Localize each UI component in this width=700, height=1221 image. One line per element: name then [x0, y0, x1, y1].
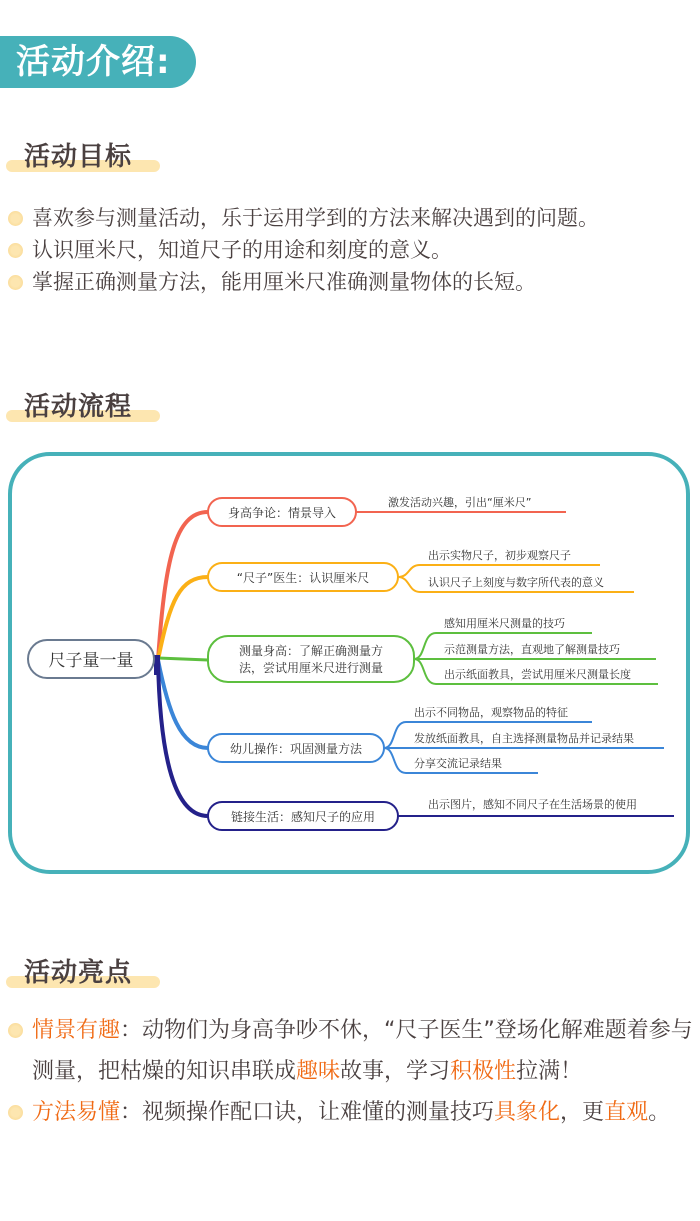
- highlight-text: ：视频操作配口诀，让难懂的测量技巧: [120, 1100, 495, 1125]
- svg-text:认识尺子上刻度与数字所代表的意义: 认识尺子上刻度与数字所代表的意义: [428, 576, 604, 589]
- highlight-text: 拉满！: [516, 1059, 583, 1084]
- svg-text:出示图片，感知不同尺子在生活场景的使用: 出示图片，感知不同尺子在生活场景的使用: [428, 798, 637, 811]
- highlight-keyword: 直观: [604, 1100, 649, 1125]
- mindmap-branch: [208, 616, 658, 684]
- svg-text:激发活动兴趣，引出“厘米尺”: 激发活动兴趣，引出“厘米尺”: [388, 496, 532, 509]
- svg-text:分享交流记录结果: 分享交流记录结果: [414, 757, 502, 770]
- svg-text:示范测量方法，直观地了解测量技巧: 示范测量方法，直观地了解测量技巧: [444, 643, 620, 656]
- highlights-title: 活动亮点: [24, 958, 133, 988]
- svg-text:出示实物尺子，初步观察尺子: 出示实物尺子，初步观察尺子: [428, 549, 571, 562]
- svg-text:身高争论：情景导入: 身高争论：情景导入: [227, 506, 337, 520]
- highlight-keyword: 积极性: [450, 1059, 517, 1084]
- svg-text:发放纸面教具，自主选择测量物品并记录结果: 发放纸面教具，自主选择测量物品并记录结果: [414, 732, 634, 745]
- svg-text:出示纸面教具，尝试用厘米尺测量长度: 出示纸面教具，尝试用厘米尺测量长度: [444, 668, 631, 681]
- mindmap-branch: [208, 797, 674, 830]
- mindmap-branch: [208, 705, 664, 773]
- highlights-list: [6, 1010, 696, 1133]
- svg-text:出示不同物品，观察物品的特征: 出示不同物品，观察物品的特征: [414, 706, 568, 719]
- highlight-keyword: 情景有趣: [32, 1018, 121, 1043]
- goal-text: 认识厘米尺，知道尺子的用途和刻度的意义。: [32, 238, 452, 262]
- goal-text: 掌握正确测量方法，能用厘米尺准确测量物体的长短。: [32, 270, 536, 294]
- svg-text:尺子量一量: 尺子量一量: [48, 651, 134, 671]
- highlight-text: 。: [648, 1100, 671, 1125]
- process-title: 活动流程: [24, 392, 133, 422]
- svg-text:链接生活：感知尺子的应用: 链接生活：感知尺子的应用: [230, 810, 376, 824]
- section-banner: 活动介绍:: [0, 36, 196, 88]
- svg-text:“尺子”医生：认识厘米尺: “尺子”医生：认识厘米尺: [236, 571, 370, 585]
- mindmap-branch: [208, 495, 566, 526]
- bullet-dot-icon: [8, 1023, 23, 1038]
- svg-text:测量身高：了解正确测量方: 测量身高：了解正确测量方: [238, 644, 384, 658]
- highlight-item: [6, 1092, 696, 1133]
- highlight-keyword: 方法易懂: [32, 1100, 121, 1125]
- bullet-dot-icon: [8, 1105, 23, 1120]
- goals-title: 活动目标: [24, 142, 133, 172]
- mindmap-root: [28, 640, 154, 678]
- mindmap-branch: [208, 548, 634, 592]
- highlight-text: ，更: [560, 1100, 605, 1125]
- highlight-item: [6, 1010, 696, 1092]
- svg-text:法，尝试用厘米尺进行测量: 法，尝试用厘米尺进行测量: [238, 661, 384, 675]
- svg-text:幼儿操作：巩固测量方法: 幼儿操作：巩固测量方法: [229, 742, 363, 756]
- highlight-text: 故事，学习: [340, 1059, 451, 1084]
- highlight-text: ：动物们为身高争吵不休，“尺子医生”登场化解难题着参与测量，把枯燥的知识串联成: [32, 1018, 693, 1084]
- highlight-keyword: 趣味: [296, 1059, 341, 1084]
- svg-text:感知用厘米尺测量的技巧: 感知用厘米尺测量的技巧: [444, 617, 565, 630]
- goal-text: 喜欢参与测量活动，乐于运用学到的方法来解决遇到的问题。: [32, 206, 599, 230]
- highlight-keyword: 具象化: [494, 1100, 561, 1125]
